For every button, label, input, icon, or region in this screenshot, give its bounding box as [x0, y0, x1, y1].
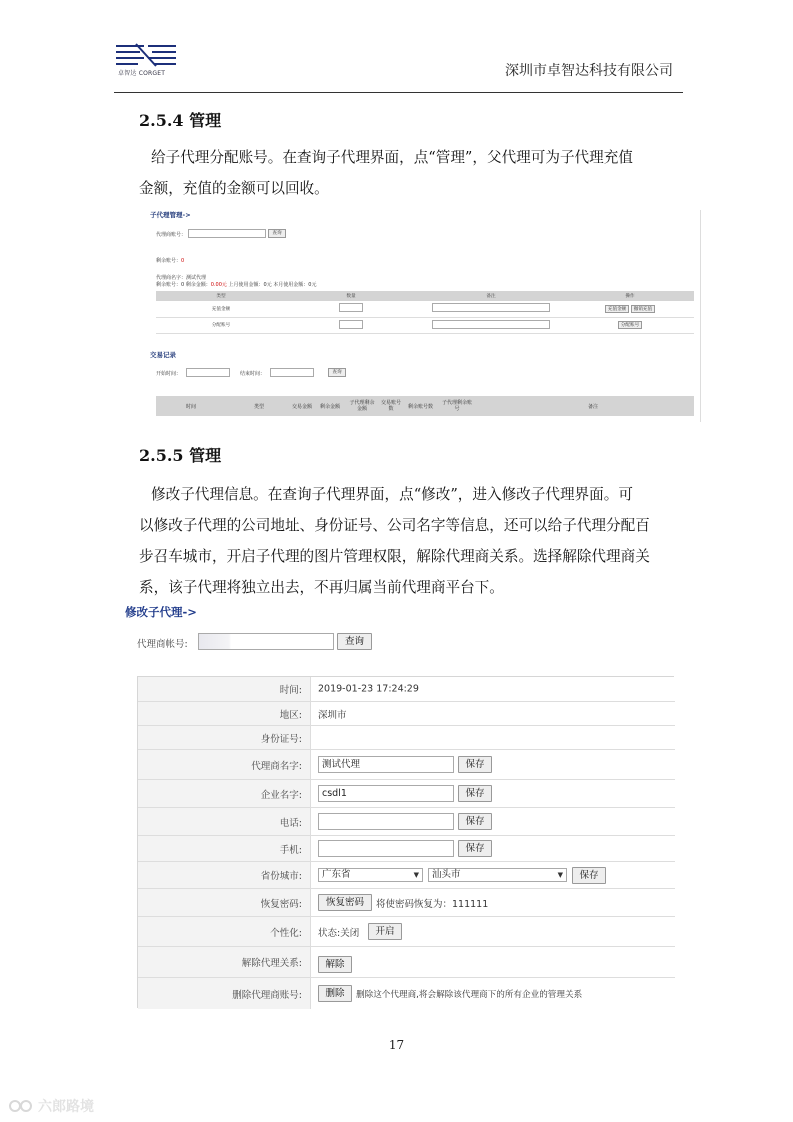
rh-remaining-accounts: 剩余账号数 — [408, 404, 434, 410]
modify-agent-form — [137, 676, 674, 1008]
note-cell — [416, 317, 566, 333]
remaining-accounts: 剩余账号：0 — [156, 258, 185, 264]
row-id — [138, 726, 675, 750]
header-divider — [114, 92, 683, 93]
time-label: 时间: — [138, 677, 311, 701]
save-company-button[interactable]: 保存 — [458, 785, 492, 802]
start-label: 开始时间： — [156, 371, 182, 377]
paragraph-255-line4: 系，该子代理将独立出去，不再归属当前代理商平台下。 — [139, 579, 504, 596]
end-date-input[interactable] — [270, 368, 314, 377]
agent-name-line: 代理商名字：测试代理 — [156, 275, 207, 281]
paragraph-254-line1: 给子代理分配账号。在查询子代理界面，点“管理”，父代理可为子代理充值 — [151, 149, 633, 166]
modify-agent-title: 修改子代理-> — [125, 605, 197, 619]
company-input[interactable]: csdl1 — [318, 785, 454, 802]
personalization-label: 个性化: — [138, 917, 311, 946]
row-mobile — [138, 836, 675, 862]
assign-account-button[interactable]: 分配账号 — [618, 321, 642, 329]
region-value: 深圳市 — [318, 709, 347, 721]
delete-label: 删除代理商账号: — [138, 978, 311, 1009]
save-name-button[interactable]: 保存 — [458, 756, 492, 773]
unbind-button[interactable]: 解除 — [318, 956, 352, 973]
account-label: 代理商账号： — [156, 232, 187, 238]
province-select[interactable] — [318, 868, 423, 882]
rh-type: 类型 — [254, 404, 265, 410]
agent-name-input[interactable]: 测试代理 — [318, 756, 454, 773]
phone-label: 电话: — [138, 808, 311, 835]
paragraph-254-line2: 金额，充值的金额可以回收。 — [139, 180, 329, 197]
agent-name-label: 代理商名字: — [138, 750, 311, 779]
row-time — [138, 677, 675, 702]
section-heading-254: 2.5.4 管理 — [139, 111, 222, 130]
table-row — [156, 301, 694, 317]
row-city — [138, 862, 675, 889]
agent-manage-screenshot — [148, 210, 701, 422]
rh-sub-balance: 子代理剩余金额 — [349, 400, 375, 412]
city-value: 汕头市 — [432, 869, 461, 880]
account-label: 代理商帐号: — [137, 639, 188, 650]
reset-password-button[interactable]: 恢复密码 — [318, 894, 372, 911]
agent-manage-title: 子代理管理-> — [150, 211, 191, 219]
quantity-cell — [286, 317, 416, 333]
rh-sub-accounts: 子代理剩余账号 — [441, 400, 472, 412]
enable-button[interactable]: 开启 — [368, 923, 402, 940]
province-value: 广东省 — [322, 869, 351, 880]
chevron-down-icon: ▼ — [413, 871, 419, 879]
save-city-button[interactable]: 保存 — [572, 867, 606, 884]
rh-amount: 交易金额 — [292, 404, 313, 410]
rh-note: 备注 — [588, 404, 599, 410]
city-label: 省份城市: — [138, 862, 311, 888]
start-date-input[interactable] — [186, 368, 230, 377]
recharge-table — [156, 291, 694, 334]
row-type: 分配账号 — [156, 317, 286, 333]
paragraph-255-line3: 步召车城市，开启子代理的图片管理权限，解除代理商关系。选择解除代理商关 — [139, 548, 650, 565]
table-row — [156, 317, 694, 333]
row-type: 充值金额 — [156, 301, 286, 317]
row-delete — [138, 978, 675, 1009]
query-button[interactable]: 查询 — [337, 633, 372, 650]
action-cell — [566, 301, 694, 317]
rh-time: 时间 — [186, 404, 197, 410]
note-cell — [416, 301, 566, 317]
time-value: 2019-01-23 17:24:29 — [318, 683, 419, 695]
company-label: 企业名字: — [138, 780, 311, 807]
row-phone — [138, 808, 675, 836]
reset-password-note: 将使密码恢复为：111111 — [376, 898, 489, 910]
section-heading-255: 2.5.5 管理 — [139, 446, 222, 465]
company-name: 深圳市卓智达科技有限公司 — [505, 63, 673, 79]
stats-line: 剩余账号：0 剩余金额：0.00元 上月使用金额：0元 本月使用金额：0元 — [156, 282, 317, 288]
revoke-button[interactable]: 撤销充值 — [631, 305, 655, 313]
th-action: 操作 — [566, 291, 694, 301]
rh-balance: 剩余金额 — [320, 404, 341, 410]
delete-note: 删除这个代理商,将会解除该代理商下的所有企业的管理关系 — [356, 989, 583, 1000]
action-cell — [566, 317, 694, 333]
page-number: 17 — [388, 1038, 405, 1052]
th-note: 备注 — [416, 291, 566, 301]
query-records-button[interactable]: 查询 — [328, 368, 346, 377]
query-button[interactable]: 查询 — [268, 229, 286, 238]
delete-button[interactable]: 删除 — [318, 985, 352, 1002]
id-label: 身份证号: — [138, 726, 311, 749]
th-quantity: 数量 — [286, 291, 416, 301]
logo-text: 卓智达 CORGET — [118, 70, 166, 77]
region-label: 地区: — [138, 702, 311, 725]
row-password — [138, 889, 675, 917]
records-title: 交易记录 — [150, 351, 176, 359]
row-company — [138, 780, 675, 808]
unbind-label: 解除代理关系: — [138, 947, 311, 977]
phone-input[interactable] — [318, 813, 454, 830]
records-header — [156, 396, 694, 416]
mobile-input[interactable] — [318, 840, 454, 857]
row-region — [138, 702, 675, 726]
password-label: 恢复密码: — [138, 889, 311, 916]
mobile-label: 手机: — [138, 836, 311, 861]
account-input[interactable] — [188, 229, 266, 238]
screenshot-border — [700, 210, 701, 422]
city-select[interactable] — [428, 868, 567, 882]
save-phone-button[interactable]: 保存 — [458, 813, 492, 830]
watermark-icon — [8, 1097, 38, 1115]
recharge-button[interactable]: 充值金额 — [605, 305, 629, 313]
row-personalization — [138, 917, 675, 947]
end-label: 结束时间： — [240, 371, 266, 377]
paragraph-255-line1: 修改子代理信息。在查询子代理界面，点“修改”，进入修改子代理界面。可 — [151, 486, 633, 503]
paragraph-255-line2: 以修改子代理的公司地址、身份证号、公司名字等信息，还可以给子代理分配百 — [139, 517, 650, 534]
watermark-text: 六郎路境 — [38, 1099, 94, 1115]
save-mobile-button[interactable]: 保存 — [458, 840, 492, 857]
row-unbind — [138, 947, 675, 978]
account-input[interactable] — [198, 633, 334, 650]
rh-accounts: 交易账号数 — [380, 400, 401, 412]
personalization-status: 状态:关闭 — [318, 927, 360, 939]
chevron-down-icon: ▼ — [557, 871, 563, 879]
quantity-cell — [286, 301, 416, 317]
th-type: 类型 — [156, 291, 286, 301]
row-agent-name — [138, 750, 675, 780]
